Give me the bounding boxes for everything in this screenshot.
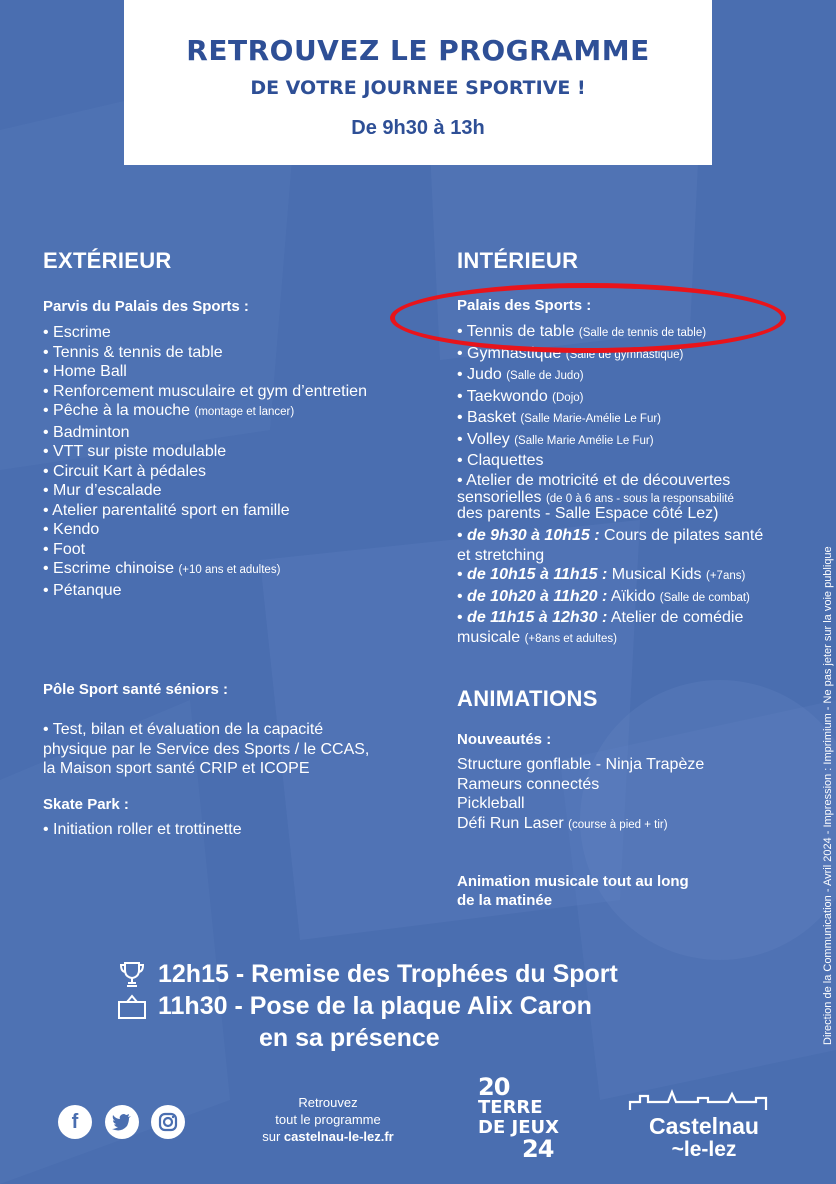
timed-activities: [457, 526, 763, 649]
footer-retrouvez: Retrouvez tout le programme sur castelnau-le-lez.fr: [262, 1095, 394, 1144]
list-item: • VTT sur piste modulable: [43, 442, 367, 462]
page-subtitle: DE VOTRE JOURNEE SPORTIVE !: [250, 77, 586, 99]
list-item: • Claquettes: [457, 451, 734, 471]
list-item: • Circuit Kart à pédales: [43, 462, 367, 482]
seniors-title: Pôle Sport santé séniors :: [43, 681, 229, 698]
list-item: • Foot: [43, 540, 367, 560]
list-item: • Tennis de table (Salle de tennis de table): [457, 322, 734, 344]
parvis-title: Parvis du Palais des Sports :: [43, 298, 249, 315]
skate-title: Skate Park :: [43, 796, 129, 813]
timed-item: • de 10h20 à 11h20 : Aïkido (Salle de combat): [457, 587, 750, 605]
interieur-heading: INTÉRIEUR: [457, 248, 579, 273]
list-item: des parents - Salle Espace côté Lez): [457, 505, 719, 522]
parvis-list: [43, 323, 367, 600]
plaque-event-presence: en sa présence: [259, 1024, 440, 1052]
highlight-ring: [390, 283, 786, 353]
timed-item: musicale (+8ans et adultes): [457, 628, 617, 646]
list-item: • Badminton: [43, 423, 367, 443]
page-title: RETROUVEZ LE PROGRAMME: [186, 34, 650, 67]
list-item: sensorielles (de 0 à 6 ans - sous la responsabilité: [457, 489, 734, 506]
list-item: • Judo (Salle de Judo): [457, 365, 734, 387]
timed-item: • de 10h15 à 11h15 : Musical Kids (+7ans): [457, 566, 746, 583]
print-credit: Direction de la Communication - Avril 2024 - Impression : Imprimium - Ne pas jeter sur la voie publique: [822, 546, 834, 1045]
exterieur-heading: EXTÉRIEUR: [43, 248, 172, 273]
list-item: Structure gonflable - Ninja Trapèze: [457, 756, 705, 773]
list-item: • Home Ball: [43, 362, 367, 382]
timed-item: • de 9h30 à 10h15 : Cours de pilates santé: [457, 527, 764, 544]
list-item: • Escrime: [43, 323, 367, 343]
list-item: • Taekwondo (Dojo): [457, 387, 734, 409]
list-item: Rameurs connectés: [457, 775, 600, 793]
list-item: • Escrime chinoise (+10 ans et adultes): [43, 559, 367, 581]
list-item: Défi Run Laser (course à pied + tir): [457, 814, 668, 832]
list-item: • Pêche à la mouche (montage et lancer): [43, 401, 367, 423]
timed-item: • de 11h15 à 12h30 : Atelier de comédie: [457, 609, 744, 626]
list-item: • Atelier parentalité sport en famille: [43, 501, 367, 521]
palais-title: Palais des Sports :: [457, 297, 592, 314]
instagram-icon[interactable]: [151, 1105, 185, 1139]
list-item: • Atelier de motricité et de découvertes: [457, 471, 734, 491]
list-item: • Mur d’escalade: [43, 481, 367, 501]
castelnau-logo: Castelnau ~le-lez: [649, 1113, 759, 1161]
plaque-event: 11h30 - Pose de la plaque Alix Caron: [158, 992, 592, 1020]
animation-musicale: Animation musicale tout au long de la matinée: [457, 873, 689, 909]
list-item: • Kendo: [43, 520, 367, 540]
nouveautes-title: Nouveautés :: [457, 731, 552, 748]
list-item: • Gymnastique (Salle de gymnastique): [457, 344, 734, 366]
trophees-event: 12h15 - Remise des Trophées du Sport: [158, 960, 618, 988]
list-item: • Tennis & tennis de table: [43, 343, 367, 363]
timed-item: et stretching: [457, 546, 545, 564]
plaque-icon: [117, 994, 147, 1020]
facebook-icon[interactable]: f: [58, 1105, 92, 1139]
schedule-time: De 9h30 à 13h: [351, 117, 485, 139]
trophy-icon: [118, 960, 146, 990]
list-item: • Pétanque: [43, 581, 367, 601]
list-item: Pickleball: [457, 795, 525, 812]
list-item: • Renforcement musculaire et gym d’entretien: [43, 382, 367, 402]
animations-list: [457, 755, 704, 835]
terre-de-jeux-logo: 20 TERRE DE JEUX 24: [478, 1073, 559, 1163]
list-item: • Basket (Salle Marie-Amélie Le Fur): [457, 408, 734, 430]
skate-item: • Initiation roller et trottinette: [43, 821, 242, 838]
seniors-text: • Test, bilan et évaluation de la capacité physique par le Service des Sports / le CCAS, la Maison sport santé CRIP et ICOPE: [43, 721, 370, 777]
website-link[interactable]: castelnau-le-lez.fr: [283, 1129, 394, 1144]
twitter-icon[interactable]: [105, 1105, 139, 1139]
castelnau-skyline-icon: [628, 1088, 774, 1112]
list-item: • Volley (Salle Marie Amélie Le Fur): [457, 430, 734, 452]
header-box: [124, 0, 712, 165]
animations-heading: ANIMATIONS: [457, 686, 598, 711]
